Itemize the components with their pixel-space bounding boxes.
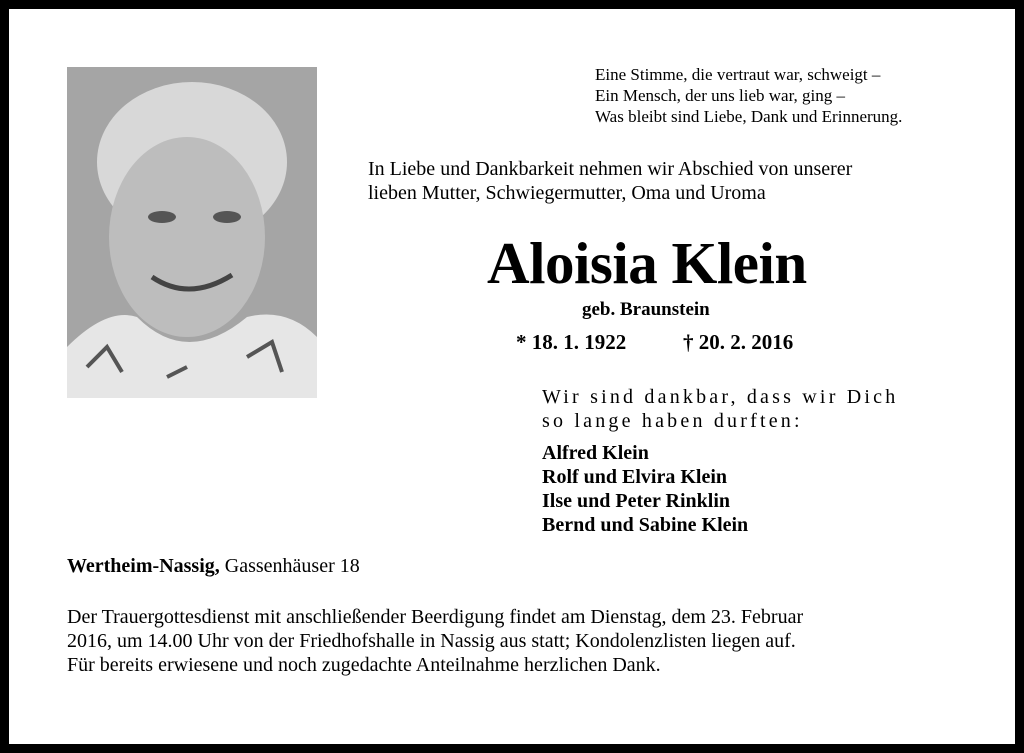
family-list (542, 441, 748, 537)
info-line: Der Trauergottesdienst mit anschließender Beerdigung findet am Dienstag, dem 23. Februar (67, 606, 804, 628)
thanks-line: Wir sind dankbar, dass wir Dich (542, 386, 899, 408)
poem-line: Eine Stimme, die vertraut war, schweigt – (595, 65, 881, 84)
maiden-name: geb. Braunstein (582, 299, 710, 320)
info-line: 2016, um 14.00 Uhr von der Friedhofshalle in Nassig aus statt; Kondolenzlisten liegen auf. (67, 630, 796, 652)
family-member: Rolf und Elvira Klein (542, 466, 728, 488)
intro-line: In Liebe und Dankbarkeit nehmen wir Abschied von unserer (368, 158, 853, 180)
family-member: Alfred Klein (542, 442, 649, 464)
obituary-notice (9, 9, 1015, 744)
death-date: † 20. 2. 2016 (683, 330, 794, 354)
info-line: Für bereits erwiesene und noch zugedachte Anteilnahme herzlichen Dank. (67, 654, 661, 676)
intro-text (368, 157, 852, 205)
birth-date: * 18. 1. 1922 (516, 330, 627, 354)
address-street: Gassenhäuser 18 (219, 555, 360, 577)
address (67, 555, 360, 578)
poem-line: Was bleibt sind Liebe, Dank und Erinnerung. (595, 107, 903, 126)
service-info (67, 605, 803, 677)
deceased-name: Aloisia Klein (487, 230, 807, 296)
portrait-photo (67, 67, 317, 398)
poem (595, 64, 902, 127)
poem-line: Ein Mensch, der uns lieb war, ging – (595, 86, 846, 105)
thanks-line: so lange haben durften: (542, 410, 803, 432)
thanks-text (542, 385, 898, 433)
intro-line: lieben Mutter, Schwiegermutter, Oma und Uroma (368, 182, 766, 204)
address-place: Wertheim-Nassig, (67, 555, 220, 577)
family-member: Bernd und Sabine Klein (542, 514, 749, 536)
family-member: Ilse und Peter Rinklin (542, 490, 730, 512)
